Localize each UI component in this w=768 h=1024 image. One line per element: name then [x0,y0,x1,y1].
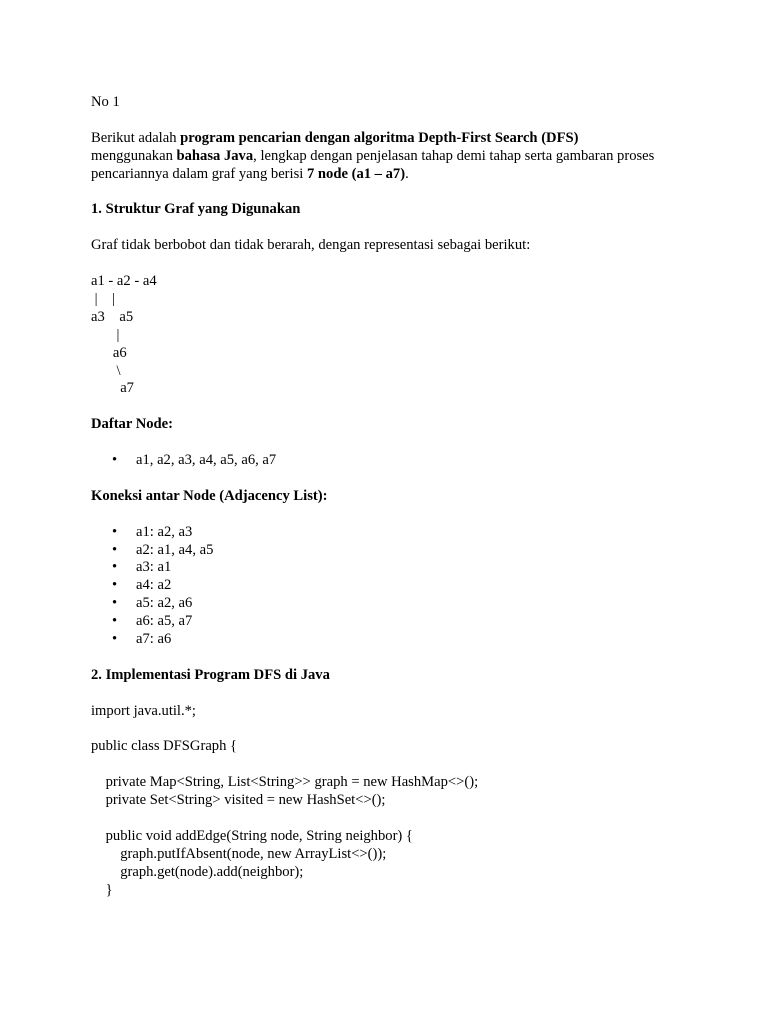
code-line: private Map<String, List<String>> graph = new HashMap<>(); [91,774,479,791]
spacer [91,810,691,828]
code-listing [91,703,691,900]
code-line: public class DFSGraph { [91,738,238,755]
list-item [91,613,691,631]
list-item-text: a4: a2 [136,577,172,594]
intro-bold: 7 node (a1 – a7) [306,165,406,182]
section2-title-text: 2. Implementasi Program DFS di Java [91,666,330,683]
section1-description: Graf tidak berbobot dan tidak berarah, dengan representasi sebagai berikut: [91,237,531,254]
list-item-text: a1: a2, a3 [136,523,193,540]
spacer [91,470,691,488]
list-item-text: a5: a2, a6 [136,595,193,612]
code-line: private Set<String> visited = new HashSet<>(); [91,792,386,809]
document-page [91,94,691,900]
list-item-text: a2: a1, a4, a5 [136,541,214,558]
list-item [91,595,691,613]
list-item [91,452,691,470]
bullet-icon: • [112,452,118,469]
bullet-icon: • [112,577,118,594]
diagram-line: a7 [91,380,134,397]
intro-bold: bahasa Java [176,147,254,164]
intro-text: menggunakan [91,147,177,164]
spacer [91,255,691,273]
spacer [91,649,691,667]
adjacency-list [91,524,691,649]
diagram-line: a6 [91,344,127,361]
spacer [91,219,691,237]
list-item [91,577,691,595]
spacer [91,506,691,524]
section1-title-text: 1. Struktur Graf yang Digunakan [91,201,301,218]
intro-text: pencariannya dalam graf yang berisi [91,165,307,182]
code-line: } [91,881,113,898]
spacer [91,434,691,452]
bullet-icon: • [112,559,118,576]
code-line: graph.get(node).add(neighbor); [91,863,304,880]
bullet-icon: • [112,631,118,648]
bullet-icon: • [112,595,118,612]
spacer [91,721,691,739]
intro-text: , lengkap dengan penjelasan tahap demi tahap serta gambaran proses [253,147,655,164]
koneksi-title [91,488,691,506]
diagram-line: | [91,326,120,343]
diagram-line: | | [91,290,116,307]
spacer [91,756,691,774]
section2-title [91,667,691,685]
bullet-icon: • [112,523,118,540]
diagram-line: a3 a5 [91,308,134,325]
daftar-node-title-text: Daftar Node: [91,416,174,433]
code-line: public void addEdge(String node, String neighbor) { [91,827,413,844]
spacer [91,398,691,416]
daftar-node-title [91,416,691,434]
list-item-text: a1, a2, a3, a4, a5, a6, a7 [136,452,277,469]
code-line: graph.putIfAbsent(node, new ArrayList<>()); [91,845,387,862]
intro-text: . [405,165,409,182]
intro-line-1 [91,130,691,148]
spacer [91,685,691,703]
spacer [91,184,691,202]
list-item-text: a6: a5, a7 [136,613,193,630]
bullet-icon: • [112,541,118,558]
diagram-line: a1 - a2 - a4 [91,273,157,289]
list-item-text: a3: a1 [136,559,172,576]
koneksi-title-text: Koneksi antar Node (Adjacency List): [91,487,328,504]
list-item [91,524,691,542]
intro-line-2 [91,148,691,166]
list-item [91,559,691,577]
intro-bold: program pencarian dengan algoritma Depth-First Search (DFS) [180,129,579,146]
list-item [91,542,691,560]
spacer [91,112,691,130]
intro-text: Berikut adalah [91,129,181,146]
list-item-text: a7: a6 [136,631,172,648]
heading-no: No 1 [91,94,120,110]
daftar-node-list [91,452,691,470]
code-line: import java.util.*; [91,702,196,719]
bullet-icon: • [112,613,118,630]
list-item [91,631,691,649]
section1-title [91,201,691,219]
diagram-line: \ [91,362,121,379]
intro-line-3 [91,166,691,184]
graph-diagram [91,273,691,398]
